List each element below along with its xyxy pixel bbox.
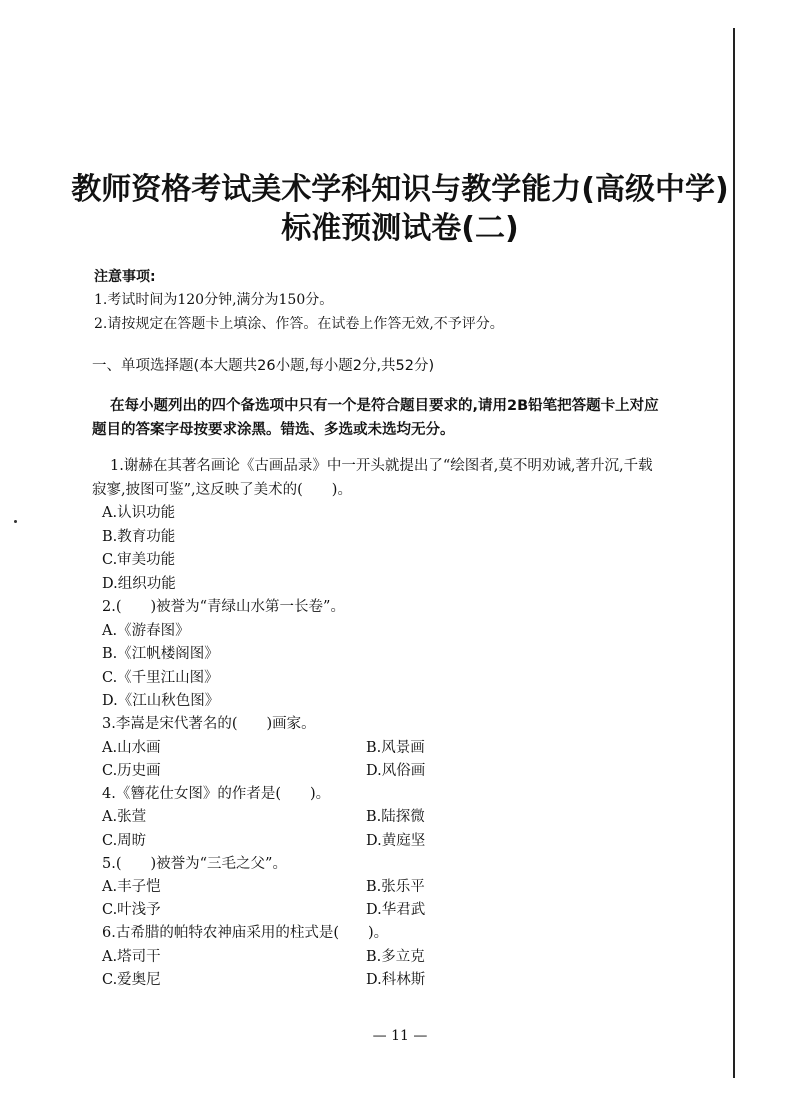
question-5-option: D.华君武 (366, 902, 426, 918)
note-item: 1.考试时间为120分钟,满分为150分。 (94, 292, 334, 308)
page-subtitle: 标准预测试卷(二) (281, 211, 519, 246)
question-5-option: B.张乐平 (366, 879, 425, 895)
question-1-option: A.认识功能 (102, 505, 176, 521)
section-instructions: 在每小题列出的四个备选项中只有一个是符合题目要求的,请用2B铅笔把答题卡上对应 (110, 398, 659, 414)
question-3-option: C.历史画 (102, 763, 161, 779)
note-item: 2.请按规定在答题卡上填涂、作答。在试卷上作答无效,不予评分。 (94, 316, 504, 332)
question-3-option: B.风景画 (366, 740, 425, 756)
question-2-option: A.《游春图》 (102, 623, 190, 639)
question-2-stem: 2.( )被誉为“青绿山水第一长卷”。 (102, 599, 345, 615)
page-number: — 11 — (372, 1028, 428, 1044)
question-5-stem: 5.( )被誉为“三毛之父”。 (102, 856, 287, 872)
question-3-option: D.风俗画 (366, 763, 426, 779)
question-2-option: B.《江帆楼阁图》 (102, 646, 219, 662)
question-5-option: A.丰子恺 (102, 879, 161, 895)
question-1-option: B.教育功能 (102, 529, 176, 545)
section-instructions: 题目的答案字母按要求涂黑。错选、多选或未选均无分。 (92, 422, 455, 438)
question-6-option: C.爱奥尼 (102, 972, 161, 988)
notes-heading: 注意事项: (94, 269, 156, 285)
question-4-stem: 4.《簪花仕女图》的作者是( )。 (102, 786, 331, 802)
question-4-option: B.陆探微 (366, 809, 425, 825)
question-3-option: A.山水画 (102, 740, 161, 756)
question-6-stem: 6.古希腊的帕特农神庙采用的柱式是( )。 (102, 925, 389, 941)
question-4-option: D.黄庭坚 (366, 833, 426, 849)
question-1-stem: 寂寥,披图可鉴”,这反映了美术的( )。 (92, 482, 352, 498)
question-6-option: A.塔司干 (102, 949, 161, 965)
question-6-option: D.科林斯 (366, 972, 426, 988)
question-2-option: C.《千里江山图》 (102, 670, 219, 686)
question-5-option: C.叶浅予 (102, 902, 161, 918)
question-3-stem: 3.李嵩是宋代著名的( )画家。 (102, 716, 316, 732)
question-1-option: D.组织功能 (102, 576, 176, 592)
section-heading: 一、单项选择题(本大题共26小题,每小题2分,共52分) (92, 358, 435, 374)
question-4-option: C.周昉 (102, 833, 147, 849)
question-2-option: D.《江山秋色图》 (102, 693, 220, 709)
page-title: 教师资格考试美术学科知识与教学能力(高级中学) (71, 172, 729, 207)
question-1-option: C.审美功能 (102, 552, 176, 568)
question-1-stem: 1.谢赫在其著名画论《古画品录》中一开头就提出了“绘图者,莫不明劝诫,著升沉,千载 (110, 458, 653, 474)
question-4-option: A.张萱 (102, 809, 147, 825)
question-6-option: B.多立克 (366, 949, 425, 965)
scan-speck (14, 520, 17, 523)
